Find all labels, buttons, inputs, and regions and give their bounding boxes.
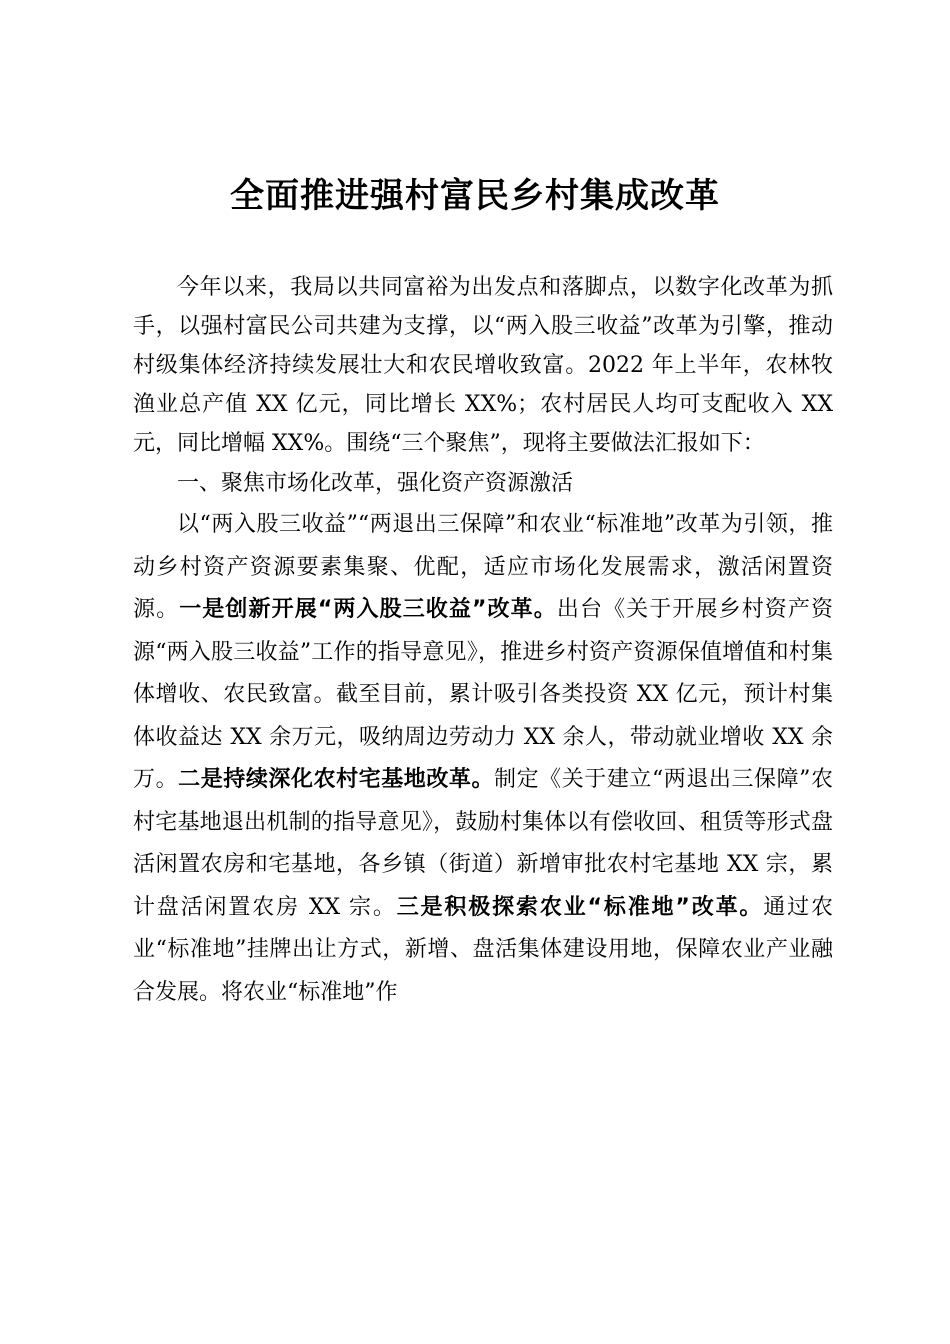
section-text: 以“两入股三收益”“两退出三保障”和农业“标准地”改革为引领，推动乡村资产资源要素集聚、优配，适应市场化发展需求，激活闲置资源。 <box>133 512 833 622</box>
point-one-text: 出台《关于开展乡村资产资源“两入股三收益”工作的指导意见》，推进乡村资产资源保值增值和村集体增收、农民致富。截至目前，累计吸引各类投资 XX 亿元，预计村集体收益达 XX 余万元，吸纳周边劳动力 XX 余人，带动就业增收 XX 余万。 <box>133 597 833 792</box>
point-one-heading: 一是创新开展“两入股三收益”改革。 <box>179 597 557 622</box>
document-body <box>133 268 833 1014</box>
section-paragraph <box>133 504 833 1014</box>
section-heading: 一、聚焦市场化改革，强化资产资源激活 <box>177 471 574 496</box>
point-three-heading: 三是积极探索农业“标准地”改革。 <box>396 894 764 920</box>
point-two-heading: 二是持续深化农村宅基地改革。 <box>178 767 495 792</box>
point-two-text: 制定《关于建立“两退出三保障”农村宅基地退出机制的指导意见》，鼓励村集体以有偿收回、租赁等形式盘活闲置农房和宅基地，各乡镇（街道）新增审批农村宅基地 XX 宗，累计盘活闲置农房 XX 宗。 <box>133 767 833 920</box>
point-three-text: 通过农业“标准地”挂牌出让方式，新增、盘活集体建设用地，保障农业产业融合发展。将农业“标准地”作 <box>133 894 833 1005</box>
intro-paragraph: 今年以来，我局以共同富裕为出发点和落脚点，以数字化改革为抓手，以强村富民公司共建为支撑，以“两入股三收益”改革为引擎，推动村级集体经济持续发展壮大和农民增收致富。2022 年上半年，农林牧渔业总产值 XX 亿元，同比增长 XX%；农村居民人均可支配收入 XX 元，同比增幅 XX%。围绕“三个聚焦”，现将主要做法汇报如下： <box>133 275 833 456</box>
page-title: 全面推进强村富民乡村集成改革 <box>230 176 720 216</box>
